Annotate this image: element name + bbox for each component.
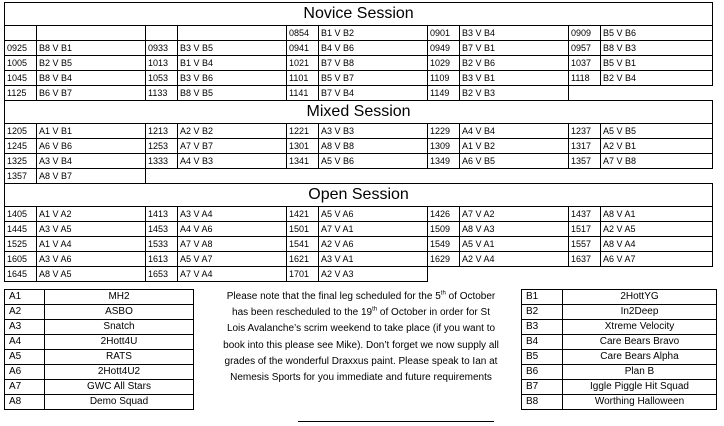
session-header-row <box>5 3 713 26</box>
fixture-match: A3 V A5 <box>37 222 146 237</box>
fixture-time: 1213 <box>146 124 178 139</box>
fixture-match: A2 V A6 <box>319 237 428 252</box>
fixture-time: 0957 <box>569 41 601 56</box>
notice-text: Please note that the final leg scheduled for the 5th of October has been rescheduled to the 19th of October in order for St Lois Avalanche’s scrim weekend to take place (if you want to book into this please see Mike). Don’t forget we now supply all grades of the wonderful Draxxus paint. Please speak to Ian at Nemesis Sports for you immediate and future requirements <box>223 290 499 384</box>
fixture-match: B2 V B6 <box>460 56 569 71</box>
fixture-row <box>5 252 713 267</box>
fixture-time: 1133 <box>146 86 178 101</box>
fixture-match: B2 V B4 <box>601 71 713 86</box>
team-code: A8 <box>5 395 45 410</box>
fixture-time: 1349 <box>428 154 460 169</box>
fixture-time: 1453 <box>146 222 178 237</box>
team-code: B4 <box>522 335 563 350</box>
fixture-time: 1221 <box>287 124 319 139</box>
fixture-time: 1101 <box>287 71 319 86</box>
fixture-time: 0933 <box>146 41 178 56</box>
fixture-time: 1053 <box>146 71 178 86</box>
fixture-match: A8 V B8 <box>319 139 428 154</box>
fixture-time: 1517 <box>569 222 601 237</box>
team-row <box>5 350 194 365</box>
empty-cell <box>460 169 569 184</box>
fixture-time: 1253 <box>146 139 178 154</box>
team-row <box>522 335 717 350</box>
fixture-time: 1549 <box>428 237 460 252</box>
fixture-time: 1317 <box>569 139 601 154</box>
fixture-time: 1405 <box>5 207 37 222</box>
empty-cell <box>428 169 460 184</box>
fixture-time: 1341 <box>287 154 319 169</box>
fixture-match: A7 V B8 <box>601 154 713 169</box>
team-name: Demo Squad <box>45 395 194 410</box>
fixture-match: A7 V A8 <box>178 237 287 252</box>
team-row <box>522 320 717 335</box>
fixture-time: 1501 <box>287 222 319 237</box>
fixture-match: A2 V A3 <box>319 267 428 282</box>
team-name: 2HottYG <box>563 290 717 305</box>
fixture-match: B2 V B5 <box>37 56 146 71</box>
fixture-match: B2 V B3 <box>460 86 569 101</box>
empty-cell <box>428 267 460 282</box>
fixture-match: A8 V A1 <box>601 207 713 222</box>
fixture-match: B8 V B3 <box>601 41 713 56</box>
fixture-time: 1333 <box>146 154 178 169</box>
team-code: B6 <box>522 365 563 380</box>
session-title: Novice Session <box>5 3 713 26</box>
team-name: Iggle Piggle Hit Squad <box>563 380 717 395</box>
fixture-match: A5 V A1 <box>460 237 569 252</box>
team-list-a <box>4 289 194 410</box>
fixture-match: A8 V A3 <box>460 222 569 237</box>
team-code: A4 <box>5 335 45 350</box>
fixture-match: A4 V B4 <box>460 124 569 139</box>
session-title: Open Session <box>5 184 713 207</box>
fixture-match: A6 V A7 <box>601 252 713 267</box>
fixture-time: 1509 <box>428 222 460 237</box>
empty-cell <box>601 86 713 101</box>
fixture-row <box>5 41 713 56</box>
fixture-match: A8 V A5 <box>37 267 146 282</box>
fixture-row <box>5 237 713 252</box>
fixture-match: A8 V B7 <box>37 169 146 184</box>
fixture-time: 1426 <box>428 207 460 222</box>
fixture-match: A7 V A2 <box>460 207 569 222</box>
fixture-time: 0949 <box>428 41 460 56</box>
fixture-match: A4 V B3 <box>178 154 287 169</box>
team-code: B7 <box>522 380 563 395</box>
fixture-time: 1229 <box>428 124 460 139</box>
fixture-time: 1541 <box>287 237 319 252</box>
fixture-match: B3 V B1 <box>460 71 569 86</box>
empty-cell <box>601 267 713 282</box>
fixture-row <box>5 71 713 86</box>
fixture-time: 1118 <box>569 71 601 86</box>
fixture-match: A7 V B7 <box>178 139 287 154</box>
fixture-time: 0854 <box>287 26 319 41</box>
fixture-time: 1125 <box>5 86 37 101</box>
team-name: 2Hott4U2 <box>45 365 194 380</box>
fixture-time: 1013 <box>146 56 178 71</box>
fixture-time: 1237 <box>569 124 601 139</box>
team-name: RATS <box>45 350 194 365</box>
team-code: B1 <box>522 290 563 305</box>
fixture-time: 1621 <box>287 252 319 267</box>
team-row <box>5 380 194 395</box>
team-name: Plan B <box>563 365 717 380</box>
empty-cell <box>146 169 178 184</box>
team-name: ASBO <box>45 305 194 320</box>
fixture-time: 0901 <box>428 26 460 41</box>
fixture-match: A7 V A1 <box>319 222 428 237</box>
fixture-time: 1205 <box>5 124 37 139</box>
fixture-match: A8 V A4 <box>601 237 713 252</box>
fixture-time: 1325 <box>5 154 37 169</box>
fixture-match: B3 V B4 <box>460 26 569 41</box>
team-code: B8 <box>522 395 563 410</box>
fixture-match: A5 V B6 <box>319 154 428 169</box>
team-row <box>5 365 194 380</box>
fixture-time: 1421 <box>287 207 319 222</box>
fixture-time: 1005 <box>5 56 37 71</box>
fixture-match: A2 V A5 <box>601 222 713 237</box>
fixture-match: B5 V B7 <box>319 71 428 86</box>
fixture-match: A5 V A6 <box>319 207 428 222</box>
fixture-match: A3 V B3 <box>319 124 428 139</box>
fixture-match: B6 V B7 <box>37 86 146 101</box>
fixture-time: 0941 <box>287 41 319 56</box>
fixture-match: A2 V B1 <box>601 139 713 154</box>
team-row <box>5 395 194 410</box>
fixture-match: A1 V B2 <box>460 139 569 154</box>
fixture-time: 1637 <box>569 252 601 267</box>
fixture-match: B3 V B6 <box>178 71 287 86</box>
team-name: 2Hott4U <box>45 335 194 350</box>
fixture-match: A2 V A4 <box>460 252 569 267</box>
empty-cell <box>319 169 428 184</box>
fixture-row <box>5 207 713 222</box>
fixture-row <box>5 56 713 71</box>
notice-underline <box>298 421 494 422</box>
fixture-time: 0909 <box>569 26 601 41</box>
fixture-match: A1 V A2 <box>37 207 146 222</box>
empty-cell <box>569 267 601 282</box>
fixture-match: A2 V B2 <box>178 124 287 139</box>
empty-cell <box>460 267 569 282</box>
team-name: Snatch <box>45 320 194 335</box>
session-header-row <box>5 184 713 207</box>
team-code: A3 <box>5 320 45 335</box>
fixture-match: A1 V A4 <box>37 237 146 252</box>
fixture-match: B7 V B4 <box>319 86 428 101</box>
fixture-match: B1 V B4 <box>178 56 287 71</box>
fixture-time: 1437 <box>569 207 601 222</box>
team-code: B3 <box>522 320 563 335</box>
team-row <box>5 320 194 335</box>
team-code: B5 <box>522 350 563 365</box>
fixture-match: A3 V B4 <box>37 154 146 169</box>
fixture-time: 1629 <box>428 252 460 267</box>
fixture-time: 1037 <box>569 56 601 71</box>
fixture-time: 1301 <box>287 139 319 154</box>
team-row <box>522 365 717 380</box>
fixture-match: A5 V B5 <box>601 124 713 139</box>
team-code: A6 <box>5 365 45 380</box>
fixture-match: B4 V B6 <box>319 41 428 56</box>
fixture-match: B8 V B5 <box>178 86 287 101</box>
team-name: Care Bears Alpha <box>563 350 717 365</box>
team-row <box>522 350 717 365</box>
fixture-match: B7 V B1 <box>460 41 569 56</box>
fixture-row <box>5 154 713 169</box>
team-row <box>522 380 717 395</box>
team-row <box>522 290 717 305</box>
empty-cell <box>287 169 319 184</box>
empty-cell <box>569 86 601 101</box>
fixture-time: 1701 <box>287 267 319 282</box>
fixture-time: 1357 <box>569 154 601 169</box>
fixture-time: 0925 <box>5 41 37 56</box>
fixture-match: A7 V A4 <box>178 267 287 282</box>
fixture-match: B7 V B8 <box>319 56 428 71</box>
match-schedule-table <box>4 2 713 282</box>
fixture-time: 1613 <box>146 252 178 267</box>
team-name: Xtreme Velocity <box>563 320 717 335</box>
team-code: A1 <box>5 290 45 305</box>
fixture-match: A3 V A1 <box>319 252 428 267</box>
fixture-match <box>37 26 146 41</box>
fixture-time: 1413 <box>146 207 178 222</box>
fixture-row <box>5 222 713 237</box>
fixture-time: 1533 <box>146 237 178 252</box>
fixture-row <box>5 267 713 282</box>
team-code: B2 <box>522 305 563 320</box>
team-name: Care Bears Bravo <box>563 335 717 350</box>
fixture-time: 1109 <box>428 71 460 86</box>
fixture-match: B1 V B2 <box>319 26 428 41</box>
fixture-time: 1045 <box>5 71 37 86</box>
team-row <box>5 290 194 305</box>
fixture-time: 1445 <box>5 222 37 237</box>
session-header-row <box>5 101 713 124</box>
team-row <box>5 305 194 320</box>
fixture-time: 1525 <box>5 237 37 252</box>
fixture-time <box>146 26 178 41</box>
fixture-time: 1357 <box>5 169 37 184</box>
fixture-row <box>5 124 713 139</box>
fixture-row <box>5 139 713 154</box>
fixture-time: 1245 <box>5 139 37 154</box>
fixture-match: A3 V A4 <box>178 207 287 222</box>
session-title: Mixed Session <box>5 101 713 124</box>
empty-cell <box>178 169 287 184</box>
fixture-time: 1653 <box>146 267 178 282</box>
fixture-match: B8 V B4 <box>37 71 146 86</box>
fixture-match: A6 V B6 <box>37 139 146 154</box>
fixture-time: 1149 <box>428 86 460 101</box>
team-name: In2Deep <box>563 305 717 320</box>
fixture-match: A1 V B1 <box>37 124 146 139</box>
fixture-match: A4 V A6 <box>178 222 287 237</box>
team-name: Worthing Halloween <box>563 395 717 410</box>
empty-cell <box>569 169 601 184</box>
fixture-time: 1141 <box>287 86 319 101</box>
team-code: A7 <box>5 380 45 395</box>
team-name: GWC All Stars <box>45 380 194 395</box>
fixture-time: 1557 <box>569 237 601 252</box>
fixture-match: A3 V A6 <box>37 252 146 267</box>
fixture-time: 1309 <box>428 139 460 154</box>
fixture-match: B3 V B5 <box>178 41 287 56</box>
team-name: MH2 <box>45 290 194 305</box>
fixture-match <box>178 26 287 41</box>
fixture-time: 1645 <box>5 267 37 282</box>
fixture-match: B5 V B1 <box>601 56 713 71</box>
empty-cell <box>601 169 713 184</box>
team-row <box>522 305 717 320</box>
fixture-row <box>5 86 713 101</box>
fixture-match: B5 V B6 <box>601 26 713 41</box>
fixture-time: 1029 <box>428 56 460 71</box>
fixture-match: A5 V A7 <box>178 252 287 267</box>
fixture-row <box>5 26 713 41</box>
team-row <box>5 335 194 350</box>
fixture-time <box>5 26 37 41</box>
team-list-b <box>521 289 717 410</box>
team-row <box>522 395 717 410</box>
fixture-time: 1021 <box>287 56 319 71</box>
team-code: A5 <box>5 350 45 365</box>
fixture-match: A6 V B5 <box>460 154 569 169</box>
fixture-row <box>5 169 713 184</box>
fixture-match: B8 V B1 <box>37 41 146 56</box>
fixture-time: 1605 <box>5 252 37 267</box>
team-code: A2 <box>5 305 45 320</box>
